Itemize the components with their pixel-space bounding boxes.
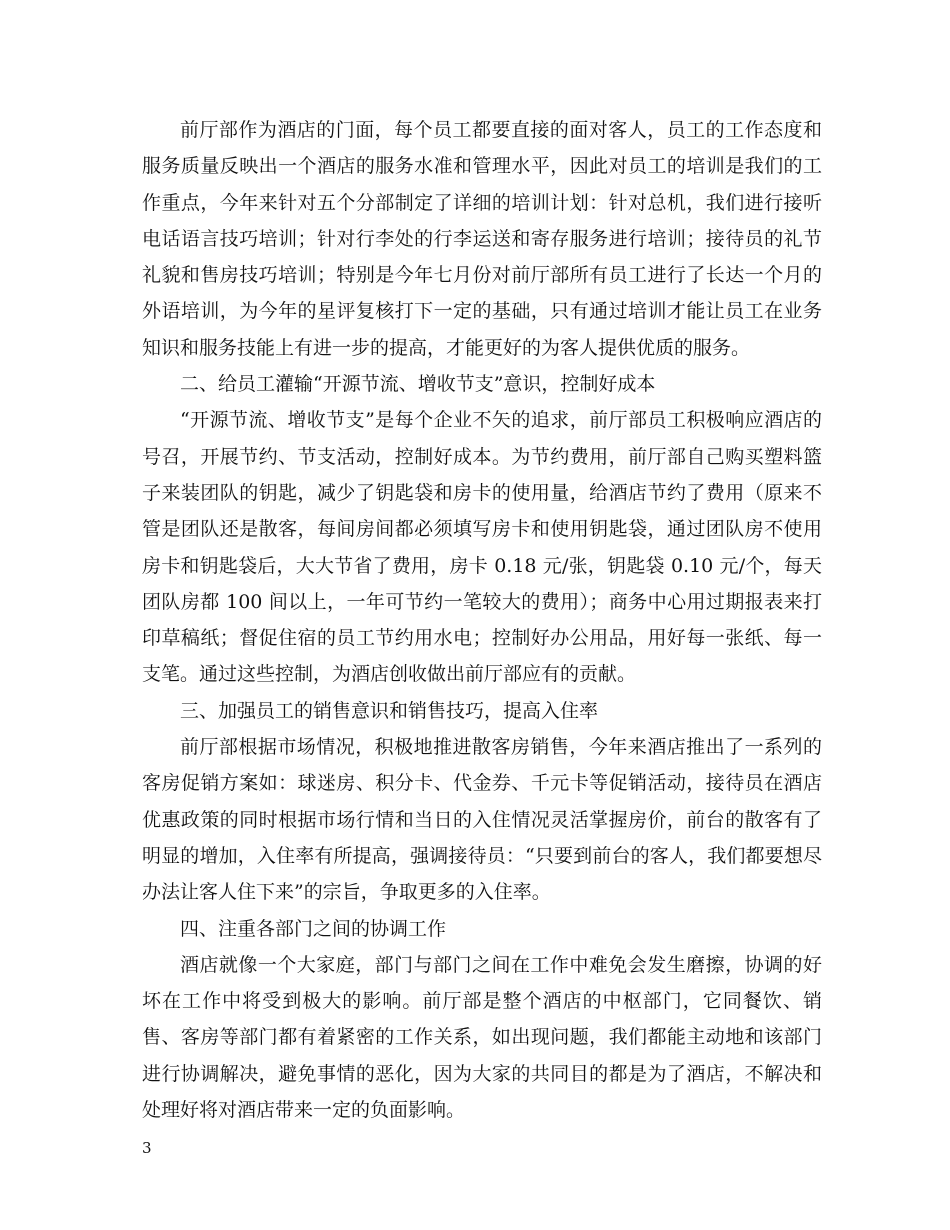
paragraph-coordination: 酒店就像一个大家庭，部门与部门之间在工作中难免会发生磨擦，协调的好坏在工作中将受到极大的影响。前厅部是整个酒店的中枢部门，它同餐饮、销售、客房等部门都有着紧密的工作关系，如出现问题，我们都能主动地和该部门进行协调解决，避免事情的恶化，因为大家的共同目的都是为了酒店，不解决和处理好将对酒店带来一定的负面影响。 — [142, 953, 822, 1122]
paragraph-sales-skills: 前厅部根据市场情况，积极地推进散客房销售，今年来酒店推出了一系列的客房促销方案如：球迷房、积分卡、代金券、千元卡等促销活动，接待员在酒店优惠政策的同时根据市场行情和当日的入住情况灵活掌握房价，前台的散客有了明显的增加，入住率有所提高，强调接待员：“只要到前台的客人，我们都要想尽办法让客人住下来”的宗旨，争取更多的入住率。 — [142, 736, 822, 904]
heading-cost-control: 二、给员工灌输“开源节流、增收节支”意识，控制好成本 — [180, 373, 656, 396]
page-number: 3 — [142, 1139, 152, 1157]
paragraph-cost-control: “开源节流、增收节支”是每个企业不矢的追求，前厅部员工积极响应酒店的号召，开展节约、节支活动，控制好成本。为节约费用，前厅部自己购买塑料篮子来装团队的钥匙，减少了钥匙袋和房卡的使用量，给酒店节约了费用（原来不管是团队还是散客，每间房间都必须填写房卡和使用钥匙袋，通过团队房不使用房卡和钥匙袋后，大大节省了费用，房卡 0.18 元/张，钥匙袋 0.10 元/个，每天团队房都 100 间以上，一年可节约一笔较大的费用）；商务中心用过期报表来打印草稿纸；督促住宿的员工节约用水电；控制好办公用品，用好每一张纸、每一支笔。通过这些控制，为酒店创收做出前厅部应有的贡献。 — [142, 409, 822, 686]
document-body — [142, 112, 822, 1128]
heading-sales-skills: 三、加强员工的销售意识和销售技巧，提高入住率 — [180, 699, 599, 722]
heading-coordination: 四、注重各部门之间的协调工作 — [180, 917, 447, 940]
paragraph-training: 前厅部作为酒店的门面，每个员工都要直接的面对客人，员工的工作态度和服务质量反映出一个酒店的服务水准和管理水平，因此对员工的培训是我们的工作重点，今年来针对五个分部制定了详细的培训计划：针对总机，我们进行接听电话语言技巧培训；针对行李处的行李运送和寄存服务进行培训；接待员的礼节礼貌和售房技巧培训；特别是今年七月份对前厅部所有员工进行了长达一个月的外语培训，为今年的星评复核打下一定的基础，只有通过培训才能让员工在业务知识和服务技能上有进一步的提高，才能更好的为客人提供优质的服务。 — [142, 119, 822, 359]
